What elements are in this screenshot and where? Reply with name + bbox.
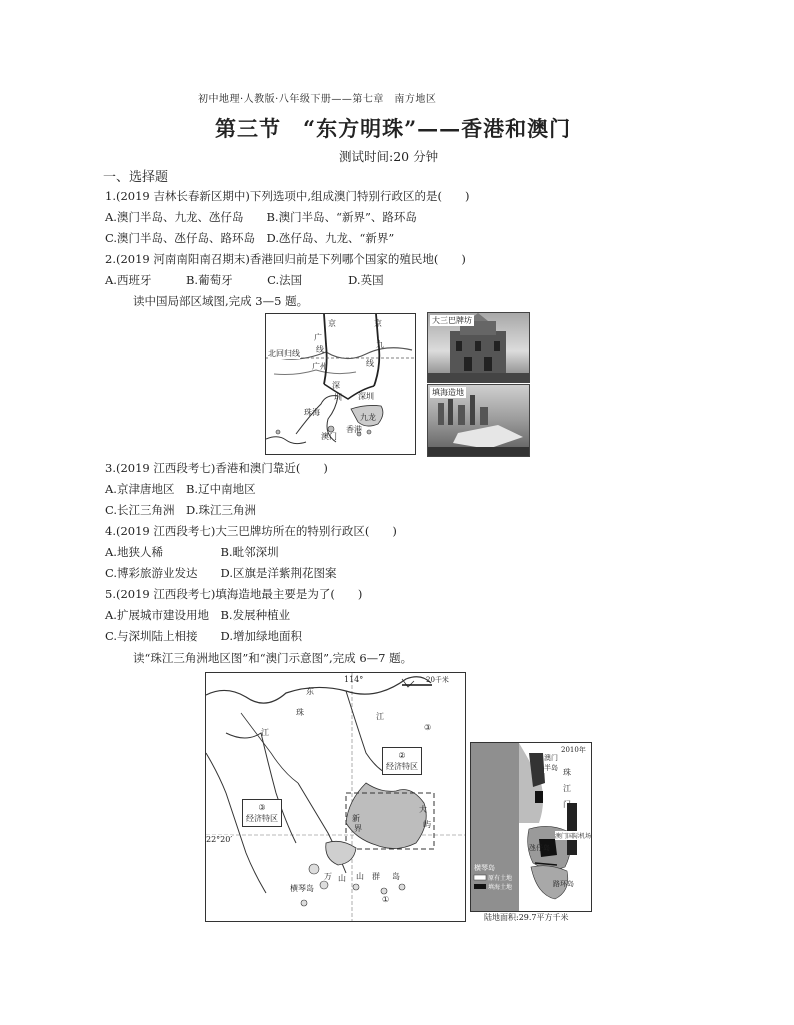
photo1-caption: 大三巴牌坊 — [432, 316, 472, 325]
ruins-st-pauls-photo — [427, 312, 530, 383]
pearl-river-delta-map — [205, 672, 466, 922]
map1-label-jiu: 九 — [376, 340, 384, 349]
map1-label-xian2: 线 — [366, 359, 374, 368]
question-5-stem: 5.(2019 江西段考七)填海造地最主要是为了( ) — [105, 587, 363, 601]
map2-label-shan2: 山 — [356, 872, 364, 881]
map2-lat-label: 22°20′ — [206, 835, 233, 844]
map2-label-dong: 东 — [306, 687, 314, 696]
china-region-map — [265, 313, 416, 455]
map2-lon-label: 114° — [344, 675, 364, 684]
map1-label-hongkong: 香港 — [346, 425, 362, 434]
map1-label-macau: 澳门 — [321, 432, 337, 441]
map1-label-guangzhou: 广州 — [312, 362, 328, 371]
question-4-stem: 4.(2019 江西段考七)大三巴牌坊所在的特别行政区( ) — [105, 524, 397, 538]
macau-map — [470, 742, 592, 912]
reading-instruction-b: 读“珠江三角洲地区图”和“澳门示意图”,完成 6—7 题。 — [133, 651, 413, 665]
map1-label-zhuhai: 珠海 — [304, 408, 320, 417]
question-4-options-cd: C.博彩旅游业发达 D.区旗是洋紫荆花图案 — [105, 566, 337, 580]
map2-callout-mid-num: ② — [398, 751, 406, 760]
map3-label-jiang: 江 — [563, 784, 571, 793]
land-reclamation-photo — [427, 384, 530, 457]
map3-label-zhu: 珠 — [563, 768, 571, 777]
photo2-caption: 填海造地 — [432, 388, 464, 397]
question-1-options-cd: C.澳门半岛、氹仔岛、路环岛 D.氹仔岛、九龙、“新界” — [105, 231, 395, 245]
map1-label-shen: 深 — [332, 381, 340, 390]
map3-legend-reclaimed: 填海土地 — [488, 884, 513, 891]
question-5-options-cd: C.与深圳陆上相接 D.增加绿地面积 — [105, 629, 303, 643]
map1-label-shenzhen: 深圳 — [358, 392, 374, 401]
question-2-options: A.西班牙 B.葡萄牙 C.法国 D.英国 — [105, 273, 384, 287]
map1-label-jing: 京 — [328, 319, 336, 328]
question-3-options-ab: A.京津唐地区 B.辽中南地区 — [105, 482, 256, 496]
map1-label-xian: 线 — [316, 345, 324, 354]
map2-marker-1: ① — [382, 895, 390, 904]
map2-label-hengqin: 横琴岛 — [290, 884, 314, 893]
map2-callout-mid — [382, 747, 422, 775]
question-3-stem: 3.(2019 江西段考七)香港和澳门靠近( ) — [105, 461, 328, 475]
map3-legend-original: 原有土地 — [488, 875, 513, 882]
map2-label-qun: 群 — [372, 872, 380, 881]
page-header: 初中地理·人教版·八年级下册——第七章 南方地区 — [198, 94, 437, 105]
map2-label-da: 大 — [419, 805, 427, 814]
map2-marker-3: ③ — [424, 723, 432, 732]
map3-label-macau: 澳门 — [544, 754, 558, 762]
map2-label-jiang2: 江 — [376, 712, 384, 721]
map2-label-jiang: 江 — [261, 728, 269, 737]
map2-label-xin: 新 — [352, 814, 360, 823]
map1-label-kowloon: 九龙 — [360, 413, 376, 422]
china-region-map-svg — [266, 314, 415, 454]
map1-label-jing2: 京 — [374, 319, 382, 328]
map1-label-zhen: 圳 — [334, 393, 342, 402]
question-2-stem: 2.(2019 河南南阳南召期末)香港回归前是下列哪个国家的殖民地( ) — [105, 252, 466, 266]
map3-label-hengqin: 横琴岛 — [474, 864, 495, 872]
question-5-options-ab: A.扩展城市建设用地 B.发展种植业 — [105, 608, 291, 622]
map1-label-tropic: 北回归线 — [268, 349, 300, 358]
question-3-options-cd: C.长江三角洲 D.珠江三角洲 — [105, 503, 257, 517]
map2-label-shan: 山 — [338, 874, 346, 883]
page-title: 第三节 “东方明珠”——香港和澳门 — [215, 116, 572, 141]
question-4-options-ab: A.地狭人稀 B.毗邻深圳 — [105, 545, 279, 559]
map2-label-yu: 屿 — [423, 820, 431, 829]
map2-label-zhu: 珠 — [296, 708, 304, 717]
question-1-options-ab: A.澳门半岛、九龙、氹仔岛 B.澳门半岛、“新界”、路环岛 — [105, 210, 417, 224]
section-heading: 一、选择题 — [103, 170, 169, 185]
map2-callout-left-num: ③ — [258, 803, 266, 812]
map2-label-dao: 岛 — [392, 872, 400, 881]
map2-callout-mid-text: 经济特区 — [386, 762, 418, 771]
pearl-river-delta-map-svg — [206, 673, 465, 921]
map3-label-airport: 澳门国际机场 — [555, 833, 592, 840]
map3-label-taipa: 氹仔岛 — [529, 844, 550, 852]
test-time: 测试时间:20 分钟 — [339, 149, 439, 164]
map3-label-men: 门 — [563, 800, 571, 809]
map2-scale: 20千米 — [426, 676, 449, 684]
reading-instruction-a: 读中国局部区域图,完成 3—5 题。 — [133, 294, 309, 308]
map2-callout-left-text: 经济特区 — [246, 814, 278, 823]
map2-callout-left — [242, 799, 282, 827]
map3-label-coloane: 路环岛 — [553, 880, 574, 888]
map3-label-peninsula: 半岛 — [544, 764, 558, 772]
macau-land-area: 陆地面积:29.7平方千米 — [484, 913, 569, 922]
map2-label-jie: 界 — [354, 824, 362, 833]
question-1-stem: 1.(2019 吉林长春新区期中)下列选项中,组成澳门特别行政区的是( ) — [105, 189, 470, 203]
map2-label-wan: 万 — [324, 872, 332, 881]
map1-label-guang: 广 — [314, 333, 322, 342]
map3-year: 2010年 — [561, 746, 586, 754]
